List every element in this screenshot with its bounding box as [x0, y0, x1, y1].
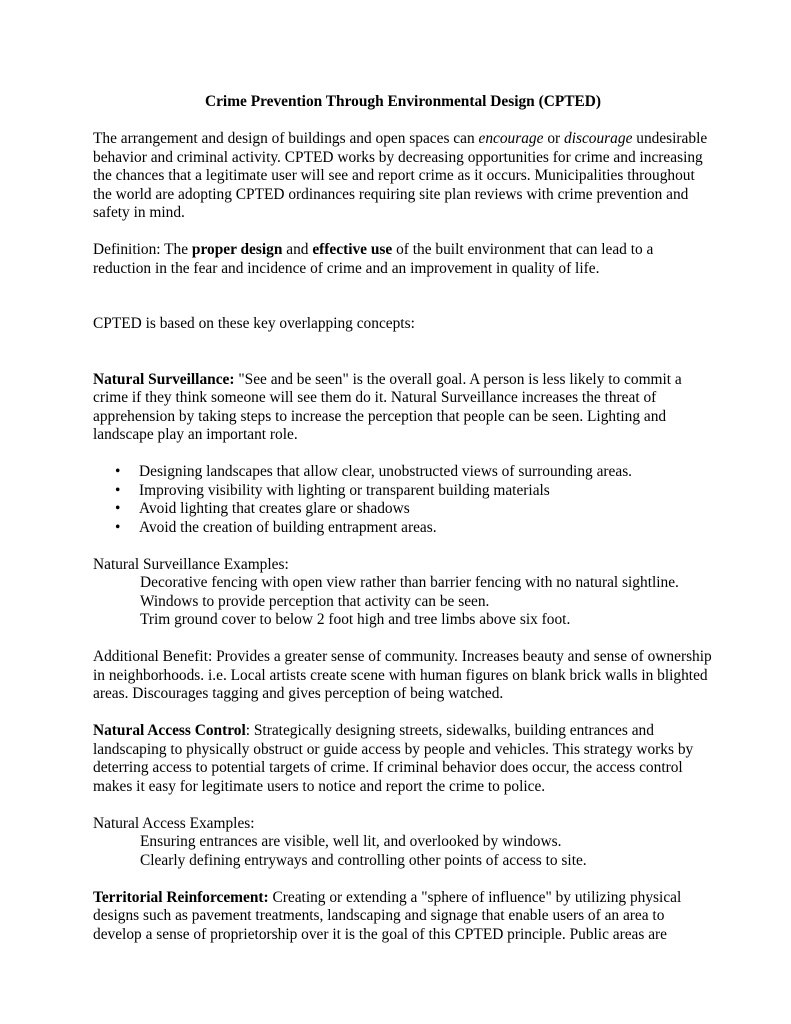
example-line: Ensuring entrances are visible, well lit, and overlooked by windows.	[140, 833, 562, 850]
natural-access-heading: Natural Access Control	[93, 722, 246, 739]
intro-paragraph	[93, 130, 713, 223]
territorial-heading: Territorial Reinforcement:	[93, 888, 269, 906]
surveillance-bullet-list	[93, 463, 713, 537]
intro-text-1: The arrangement and design of buildings and open spaces can	[93, 130, 479, 147]
access-examples-label: Natural Access Examples:	[93, 814, 255, 832]
bullet-text: Avoid lighting that creates glare or shadows	[139, 500, 410, 517]
natural-access-paragraph	[93, 722, 713, 796]
definition-bold-proper-design: proper design	[191, 241, 283, 258]
territorial-text: Creating or extending a "sphere of influence" by utilizing physical designs such as pavement treatments, landscaping and signage that enable users of an area to develop a sense of proprietorship over it is the goal of this CPTED principle. Public areas are	[93, 888, 682, 943]
natural-surveillance-paragraph	[93, 371, 713, 445]
example-line: Trim ground cover to below 2 foot high and tree limbs above six foot.	[140, 611, 571, 628]
definition-text-2: and	[282, 241, 313, 258]
example-line: Clearly defining entryways and controlling other points of access to site.	[140, 851, 587, 869]
bullet-text: Avoid the creation of building entrapment areas.	[139, 518, 437, 536]
document-title: Crime Prevention Through Environmental Design (CPTED)	[204, 93, 602, 110]
bullet-text: Improving visibility with lighting or transparent building materials	[139, 481, 550, 499]
additional-benefit-paragraph: Additional Benefit: Provides a greater sense of community. Increases beauty and sense of ownership in neighborhoods. i.e. Local artists create scene with human figures on blank brick walls in blighted areas. Discourages tagging and gives perception of being watched.	[93, 648, 712, 702]
territorial-paragraph	[93, 889, 713, 945]
bullet-icon: •	[115, 481, 121, 499]
document-body	[93, 93, 713, 963]
bullet-icon: •	[115, 518, 121, 536]
intro-text-2: or	[543, 130, 564, 147]
natural-surveillance-heading: Natural Surveillance:	[93, 370, 235, 388]
surveillance-examples-label: Natural Surveillance Examples:	[93, 555, 289, 573]
list-item	[115, 463, 713, 482]
definition-paragraph	[93, 241, 713, 278]
example-line: Windows to provide perception that activity can be seen.	[140, 592, 490, 610]
definition-text-1: Definition: The	[93, 241, 192, 258]
bullet-text: Designing landscapes that allow clear, unobstructed views of surrounding areas.	[139, 463, 633, 480]
intro-emphasis-encourage: encourage	[478, 130, 544, 147]
list-item	[115, 481, 713, 501]
concepts-intro: CPTED is based on these key overlapping concepts:	[93, 315, 415, 332]
access-examples	[93, 815, 713, 871]
surveillance-examples	[93, 556, 713, 630]
bullet-icon: •	[115, 463, 121, 480]
bullet-icon: •	[115, 500, 121, 517]
list-item	[115, 518, 713, 538]
natural-access-text: : Strategically designing streets, sidewalks, building entrances and landscaping to physically obstruct or guide access by people and vehicles. This strategy works by deterring access to potential targets of crime. If criminal behavior does occur, the access control makes it easy for legitimate users to notice and report the crime to police.	[93, 722, 694, 795]
definition-bold-effective-use: effective use	[312, 241, 393, 258]
intro-emphasis-discourage: discourage	[564, 130, 633, 147]
natural-surveillance-text: "See and be seen" is the overall goal. A person is less likely to commit a crime if they think someone will see them do it. Natural Surveillance increases the threat of apprehension by taking steps to increase the perception that people can be seen. Lighting and landscape play an important role.	[93, 370, 682, 443]
example-line: Decorative fencing with open view rather than barrier fencing with no natural sightline.	[140, 574, 679, 591]
intro-text-3: undesirable behavior and criminal activity. CPTED works by decreasing opportunities for crime and increasing the chances that a legitimate user will see and report crime as it occurs. Municipalities throughout the world are adopting CPTED ordinances requiring site plan reviews with crime prevention and safety in mind.	[93, 130, 708, 221]
list-item	[115, 500, 713, 519]
definition-text-3: of the built environment that can lead to a reduction in the fear and incidence of crime and an improvement in quality of life.	[93, 241, 654, 277]
